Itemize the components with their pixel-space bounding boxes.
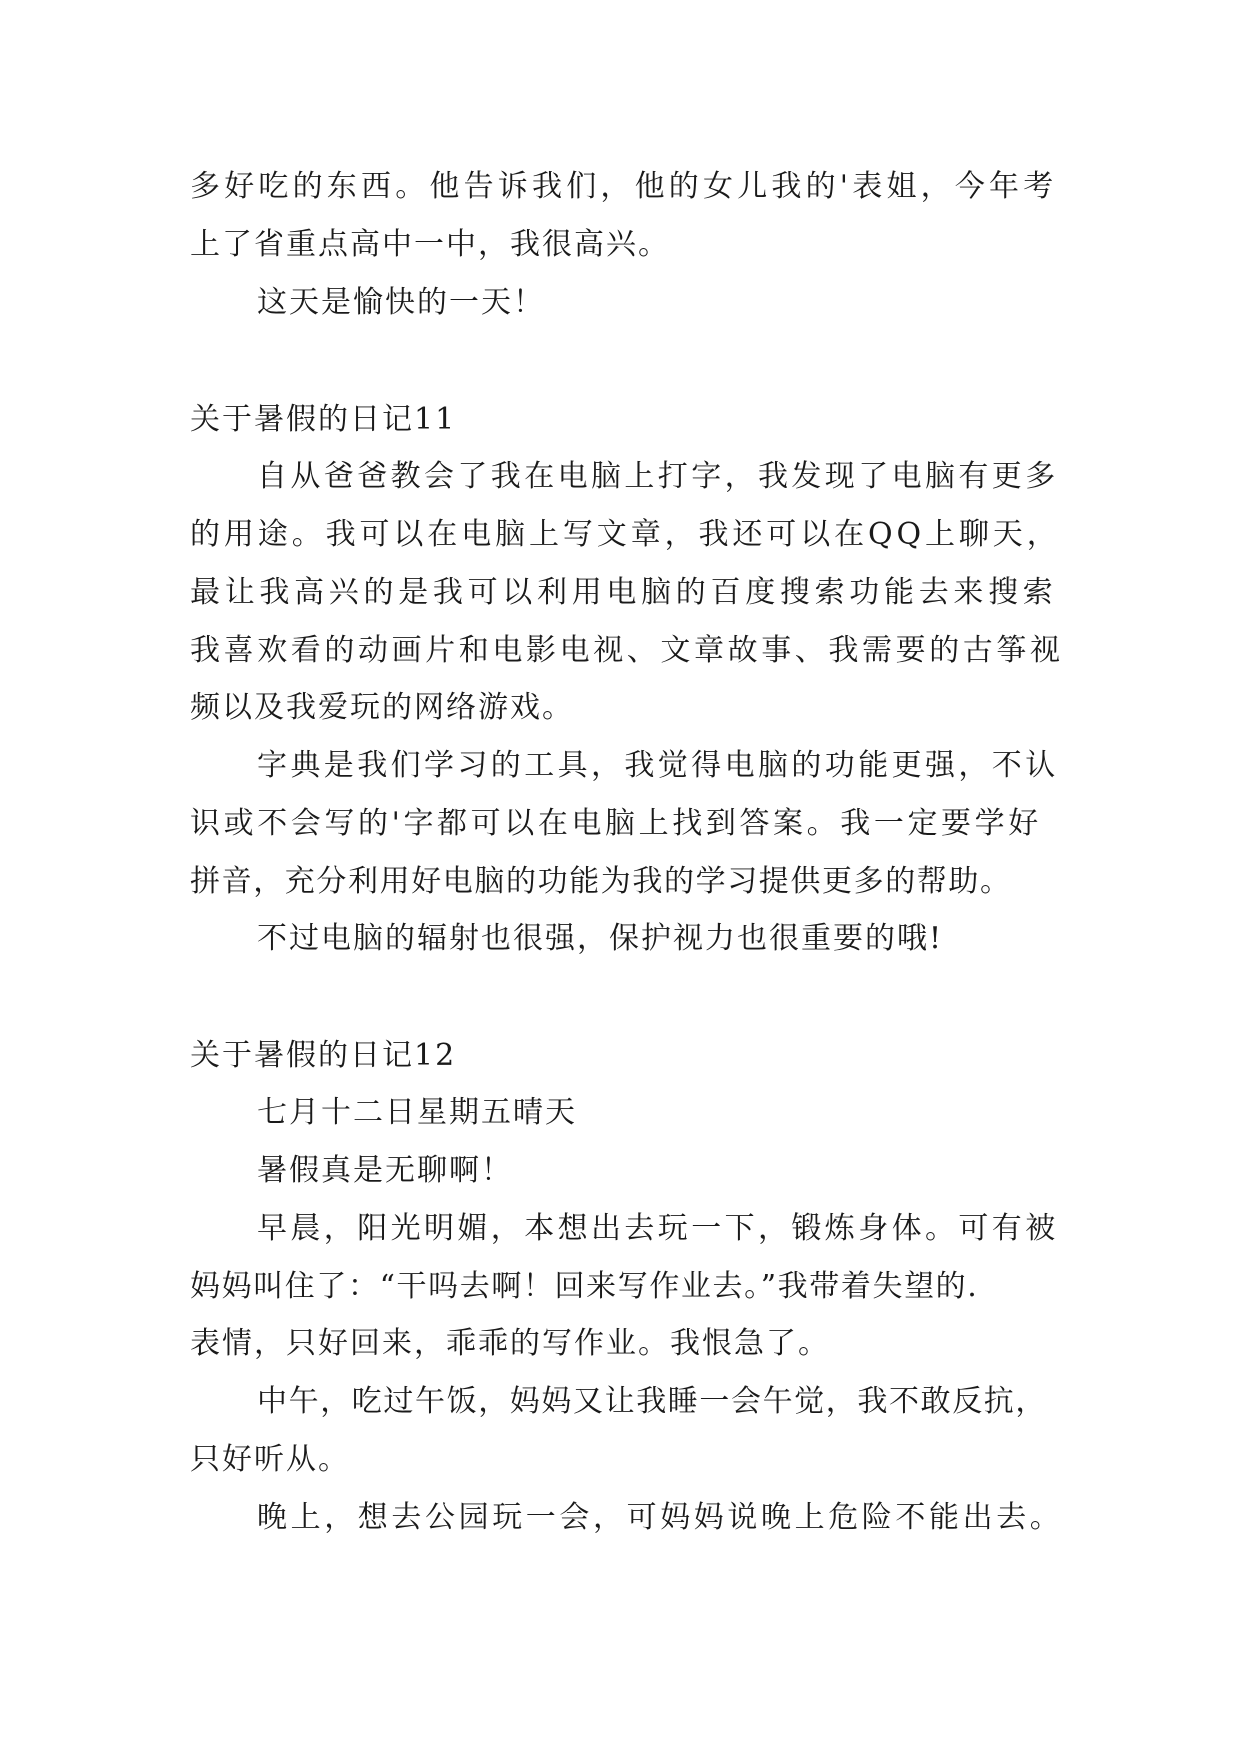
text-line: 的用途。我可以在电脑上写文章，我还可以在QQ上聊天， [190,517,1061,552]
section-heading: 关于暑假的日记11 [190,402,457,437]
text-line: 频以及我爱玩的网络游戏。 [190,690,574,725]
text-line: 上了省重点高中一中，我很高兴。 [190,227,670,262]
text-line: 识或不会写的'字都可以在电脑上找到答案。我一定要学好 [190,806,1042,841]
text-line: 我喜欢看的动画片和电影电视、文章故事、我需要的古筝视 [190,633,1064,668]
text-line: 拼音，充分利用好电脑的功能为我的学习提供更多的帮助。 [190,864,1012,899]
text-line: 字典是我们学习的工具，我觉得电脑的功能更强，不认 [257,748,1059,783]
section-heading: 关于暑假的日记12 [190,1038,457,1073]
text-line: 早晨，阳光明媚，本想出去玩一下，锻炼身体。可有被 [257,1211,1059,1246]
text-line: 暑假真是无聊啊！ [257,1153,513,1188]
text-line: 表情，只好回来，乖乖的写作业。我恨急了。 [190,1326,830,1361]
text-line: 七月十二日星期五晴天 [257,1095,577,1130]
text-line: 中午，吃过午饭，妈妈又让我睡一会午觉，我不敢反抗， [257,1384,1047,1419]
text-line: 这天是愉快的一天！ [257,285,545,320]
text-line: 最让我高兴的是我可以利用电脑的百度搜索功能去来搜索 [190,575,1058,610]
text-line: 妈妈叫住了：“干吗去啊！回来写作业去。”我带着失望的. [190,1269,979,1304]
text-line: 自从爸爸教会了我在电脑上打字，我发现了电脑有更多 [257,459,1059,494]
text-line: 多好吃的东西。他告诉我们，他的女儿我的'表姐，今年考 [190,169,1058,204]
text-line: 只好听从。 [190,1442,350,1477]
text-line: 晚上，想去公园玩一会，可妈妈说晚上危险不能出去。 [257,1500,1064,1535]
text-line: 不过电脑的辐射也很强，保护视力也很重要的哦! [257,921,944,956]
